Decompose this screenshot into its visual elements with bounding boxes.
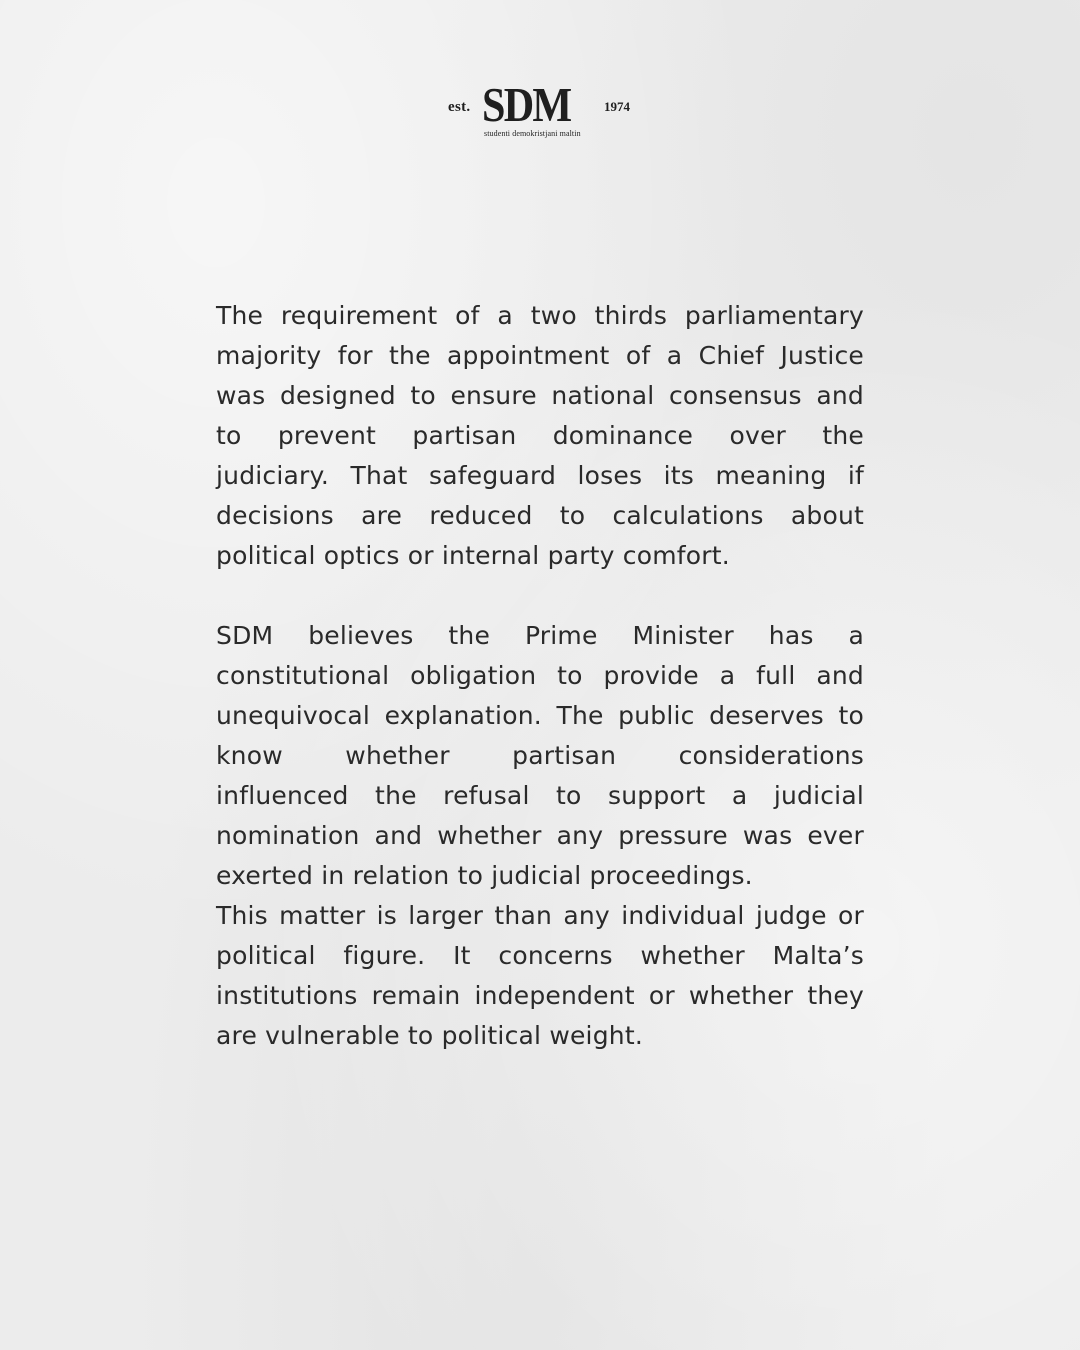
paragraph-line: SDM believes the Prime Minister has a [216, 621, 864, 650]
paragraph-2 [216, 616, 864, 896]
paragraph-line: was designed to ensure national consensus and [216, 381, 864, 410]
paragraph-line: institutions remain independent or whether they [216, 981, 864, 1010]
logo-est-text: est. [448, 99, 471, 115]
paragraph-line: to prevent partisan dominance over the [216, 421, 864, 450]
paragraph-3 [216, 896, 864, 1056]
paragraph-line: influenced the refusal to support a judicial [216, 781, 864, 810]
paragraph-line: political optics or internal party comfort. [216, 541, 730, 570]
paragraph-1 [216, 296, 864, 576]
paragraph-line: decisions are reduced to calculations about [216, 501, 864, 530]
paragraph-line: political figure. It concerns whether Malta’s [216, 941, 864, 970]
paragraph-line: judiciary. That safeguard loses its meaning if [216, 461, 864, 490]
paragraph-gap [216, 576, 864, 616]
paragraph-line: know whether partisan considerations [216, 741, 864, 770]
sdm-logo [440, 77, 640, 146]
logo-wordmark: SDM [482, 77, 571, 132]
logo-year-text: 1974 [604, 99, 630, 114]
logo-subtitle: studenti demokristjani maltin [484, 129, 581, 138]
statement-body [216, 296, 864, 1056]
paragraph-line: unequivocal explanation. The public deserves to [216, 701, 864, 730]
paragraph-line: majority for the appointment of a Chief Justice [216, 341, 864, 370]
paragraph-line: nomination and whether any pressure was ever [216, 821, 864, 850]
paragraph-line: This matter is larger than any individual judge or [216, 901, 864, 930]
paragraph-line: constitutional obligation to provide a full and [216, 661, 864, 690]
paragraph-line: are vulnerable to political weight. [216, 1021, 643, 1050]
paragraph-line: exerted in relation to judicial proceedings. [216, 861, 753, 890]
paragraph-line: The requirement of a two thirds parliamentary [216, 301, 864, 330]
